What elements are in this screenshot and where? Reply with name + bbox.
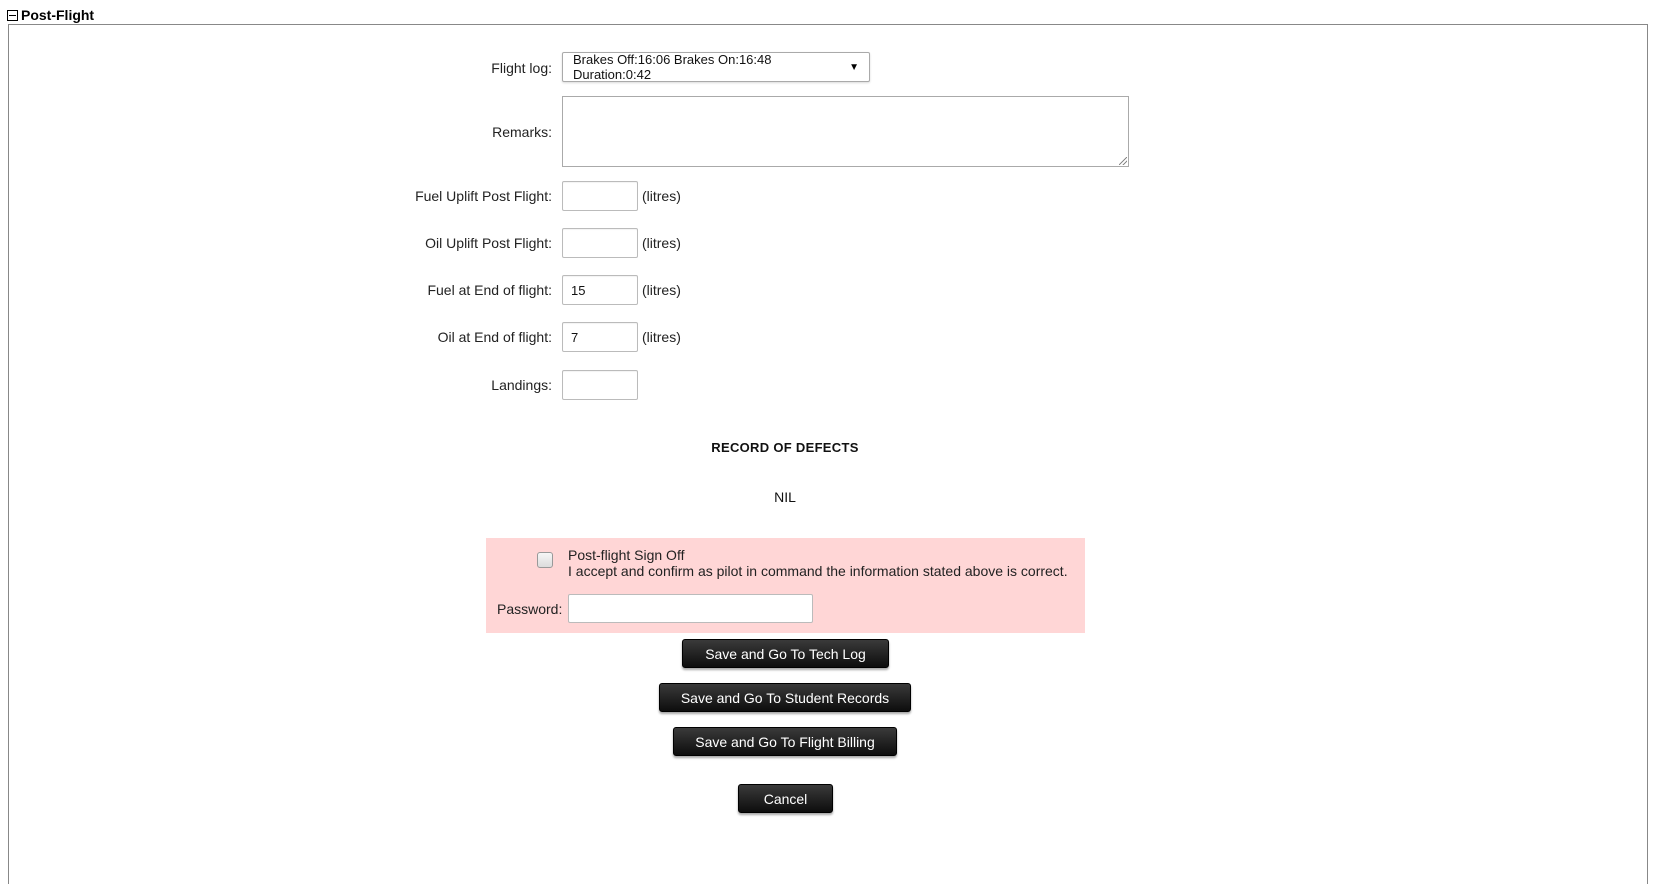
caret-down-icon: ▼ xyxy=(849,61,859,73)
cancel-button[interactable]: Cancel xyxy=(738,784,833,813)
section-header[interactable] xyxy=(7,6,94,24)
landings-input[interactable] xyxy=(562,370,638,400)
save-flight-billing-button[interactable]: Save and Go To Flight Billing xyxy=(673,727,897,756)
oil-uplift-unit: (litres) xyxy=(642,235,681,251)
oil-end-label: Oil at End of flight: xyxy=(437,329,552,345)
landings-label: Landings: xyxy=(491,377,552,393)
fuel-end-label: Fuel at End of flight: xyxy=(427,282,552,298)
defects-value: NIL xyxy=(774,489,796,505)
oil-uplift-input[interactable] xyxy=(562,228,638,258)
fuel-end-value: 15 xyxy=(571,282,586,298)
fuel-end-input[interactable] xyxy=(562,275,638,305)
resize-grip-icon[interactable] xyxy=(1119,157,1127,165)
signoff-title: Post-flight Sign Off xyxy=(568,547,685,563)
fuel-uplift-input[interactable] xyxy=(562,181,638,211)
oil-end-unit: (litres) xyxy=(642,329,681,345)
fuel-end-unit: (litres) xyxy=(642,282,681,298)
collapse-minus-icon[interactable] xyxy=(7,10,18,21)
flight-log-select[interactable] xyxy=(562,52,870,82)
remarks-textarea[interactable] xyxy=(562,96,1129,167)
signoff-text xyxy=(568,547,1068,579)
defects-title: RECORD OF DEFECTS xyxy=(711,440,859,455)
fuel-uplift-unit: (litres) xyxy=(642,188,681,204)
save-tech-log-button[interactable]: Save and Go To Tech Log xyxy=(682,639,889,668)
password-input[interactable] xyxy=(568,594,813,623)
password-label: Password: xyxy=(497,601,563,617)
section-title: Post-Flight xyxy=(21,7,95,23)
signoff-statement: I accept and confirm as pilot in command the information stated above is correct. xyxy=(568,563,1068,579)
flight-log-value: Brakes Off:16:06 Brakes On:16:48 Duration:0:42 xyxy=(573,52,772,82)
oil-uplift-label: Oil Uplift Post Flight: xyxy=(425,235,552,251)
oil-end-input[interactable] xyxy=(562,322,638,352)
oil-end-value: 7 xyxy=(571,329,579,345)
remarks-label: Remarks: xyxy=(492,124,552,140)
flight-log-label: Flight log: xyxy=(491,60,552,76)
fuel-uplift-label: Fuel Uplift Post Flight: xyxy=(415,188,552,204)
save-student-records-button[interactable]: Save and Go To Student Records xyxy=(659,683,911,712)
signoff-checkbox[interactable] xyxy=(537,552,553,568)
